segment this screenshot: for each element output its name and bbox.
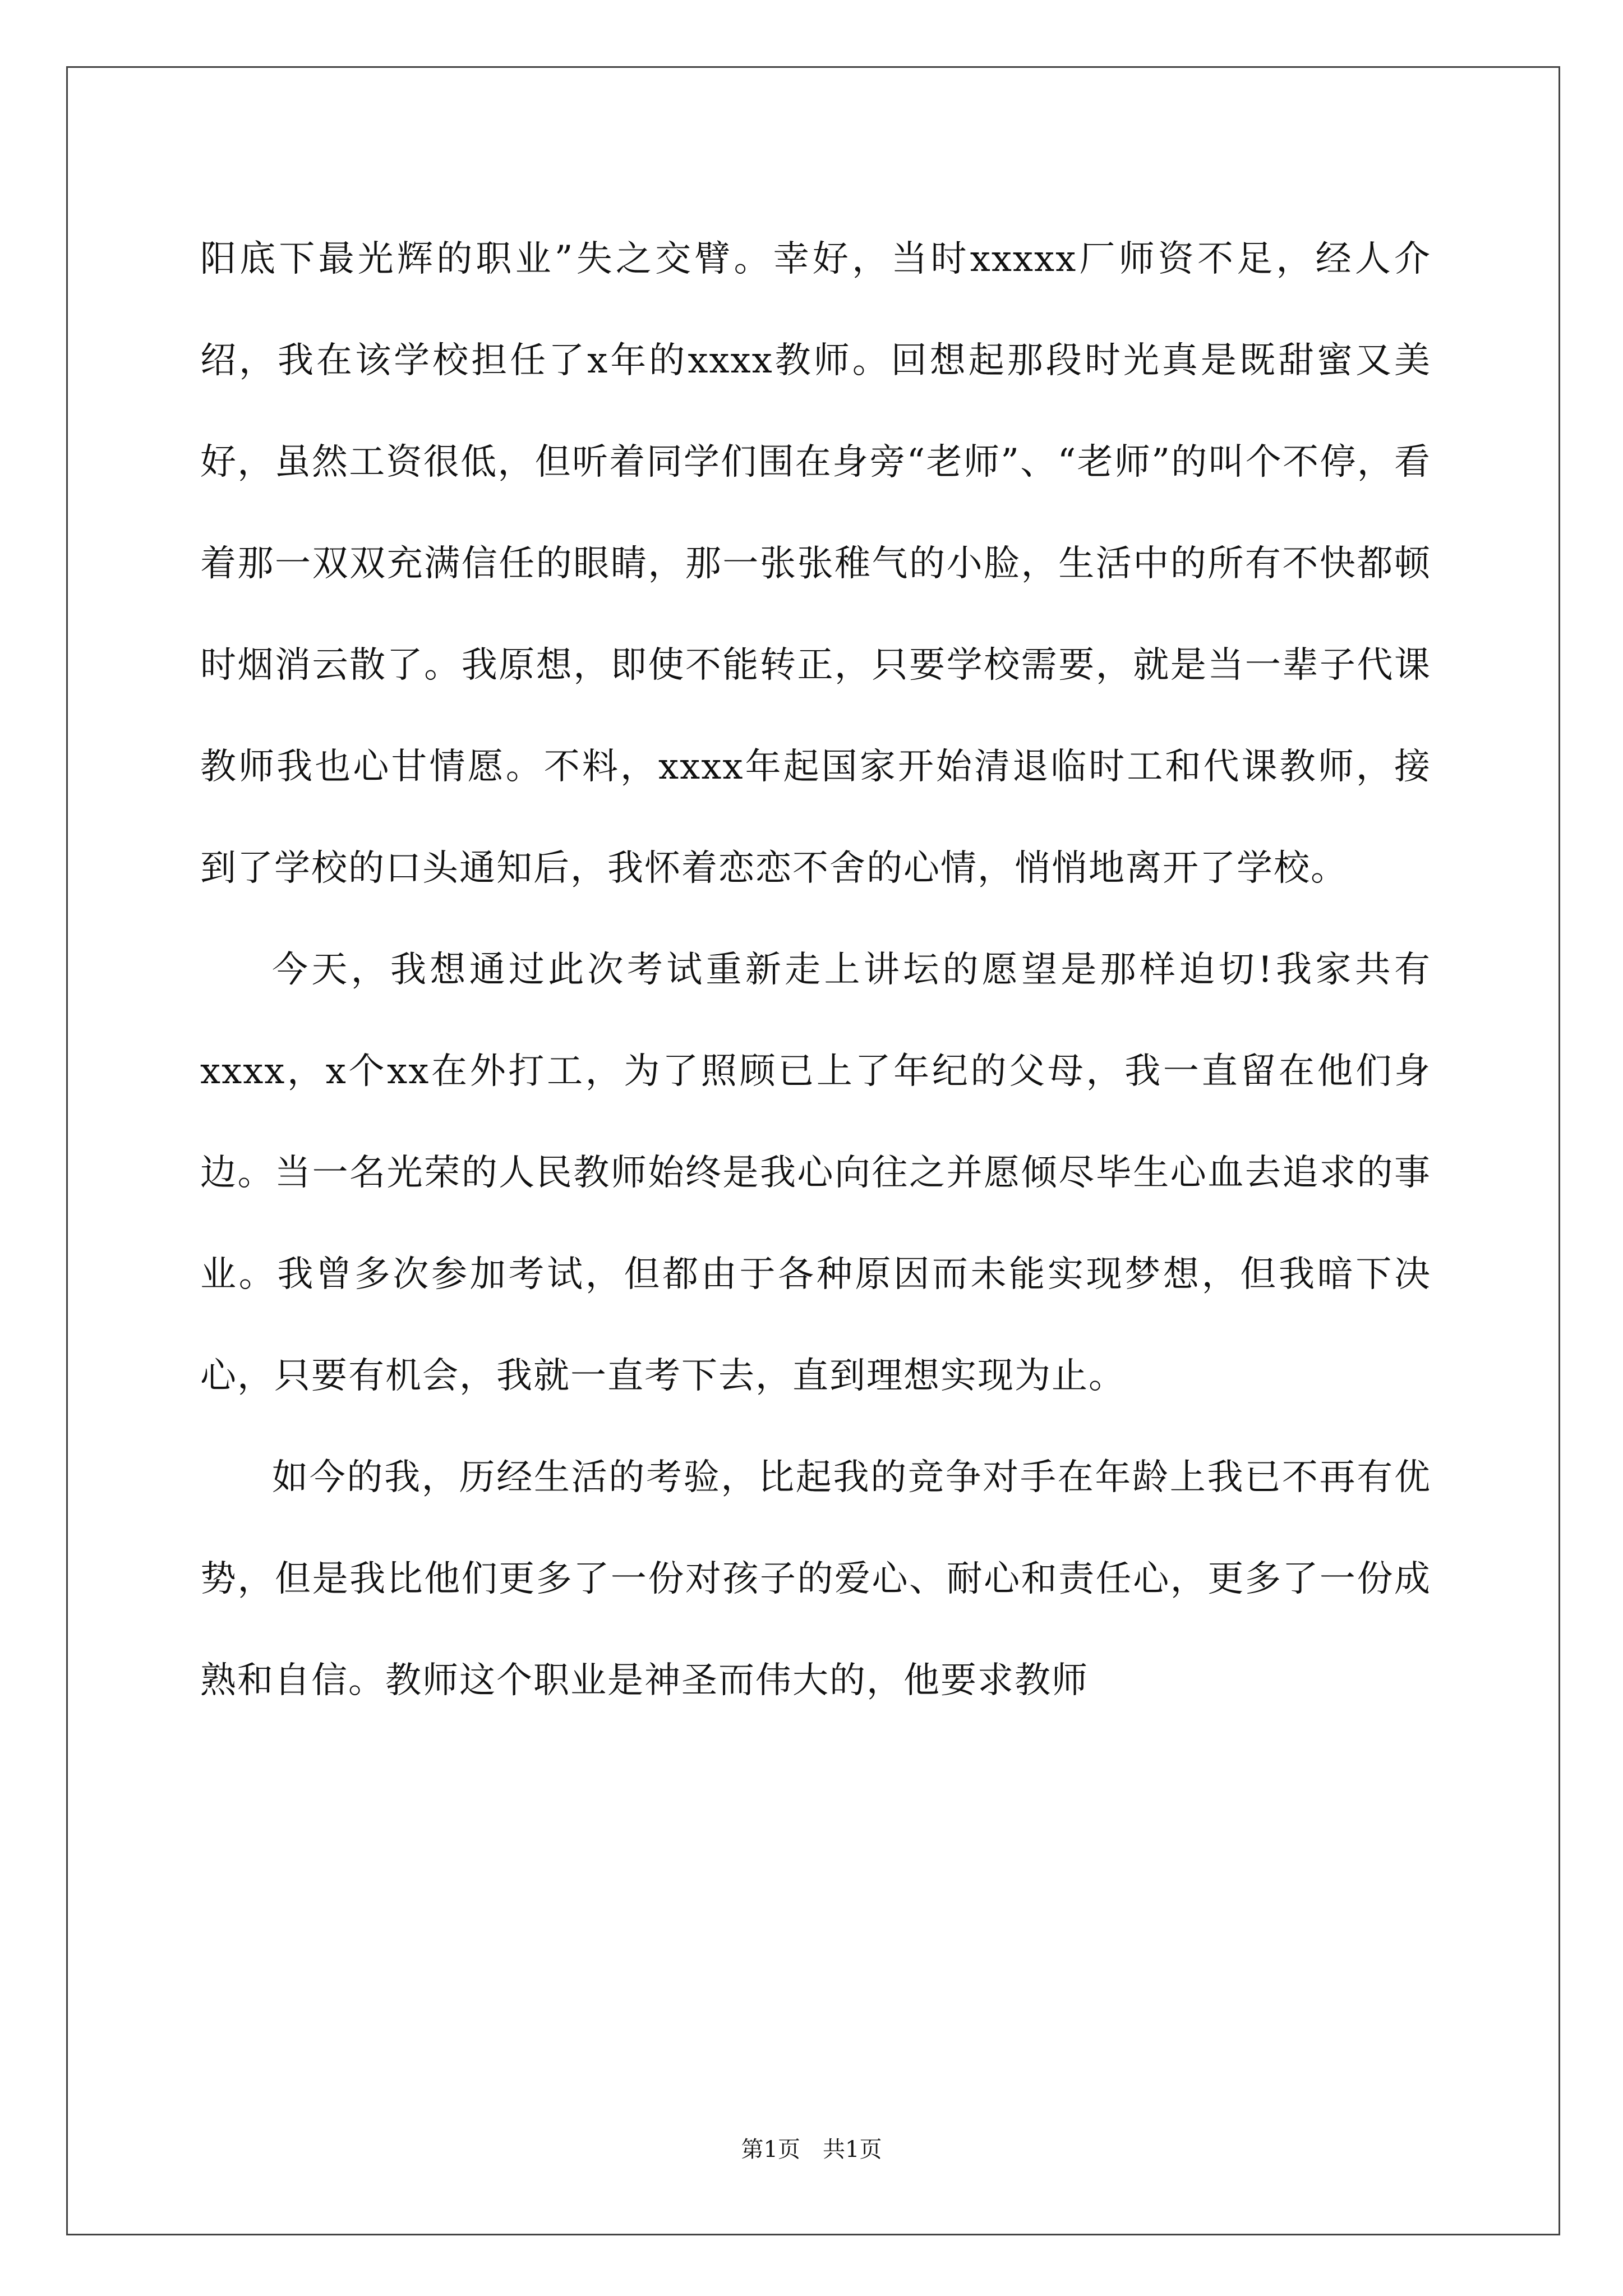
- page-number: 第1页: [741, 2137, 800, 2162]
- paragraph-1: 阳底下最光辉的职业”失之交臂。幸好，当时xxxxx厂师资不足，经人介绍，我在该学校担任了x年的xxxx教师。回想起那段时光真是既甜蜜又美好，虽然工资很低，但听着同学们围在身旁“老师”、“老师”的叫个不停，看着那一双双充满信任的眼睛，那一张张稚气的小脸，生活中的所有不快都顿时烟消云散了。我原想，即使不能转正，只要学校需要，就是当一辈子代课教师我也心甘情愿。不料，xxxx年起国家开始清退临时工和代课教师，接到了学校的口头通知后，我怀着恋恋不舍的心情，悄悄地离开了学校。: [200, 238, 1431, 889]
- paragraph-3: 如今的我，历经生活的考验，比起我的竞争对手在年龄上我已不再有优势，但是我比他们更多了一份对孩子的爱心、耐心和责任心，更多了一份成熟和自信。教师这个职业是神圣而伟大的，他要求教师: [200, 1457, 1431, 1701]
- document-body: [200, 209, 1431, 1732]
- total-pages: 共1页: [823, 2137, 882, 2162]
- paragraph-2: 今天，我想通过此次考试重新走上讲坛的愿望是那样迫切!我家共有xxxx，x个xx在外打工，为了照顾已上了年纪的父母，我一直留在他们身边。当一名光荣的人民教师始终是我心向往之并愿倾尽毕生心血去追求的事业。我曾多次参加考试，但都由于各种原因而未能实现梦想，但我暗下决心，只要有机会，我就一直考下去，直到理想实现为止。: [200, 949, 1431, 1397]
- page-footer: [0, 2132, 1623, 2164]
